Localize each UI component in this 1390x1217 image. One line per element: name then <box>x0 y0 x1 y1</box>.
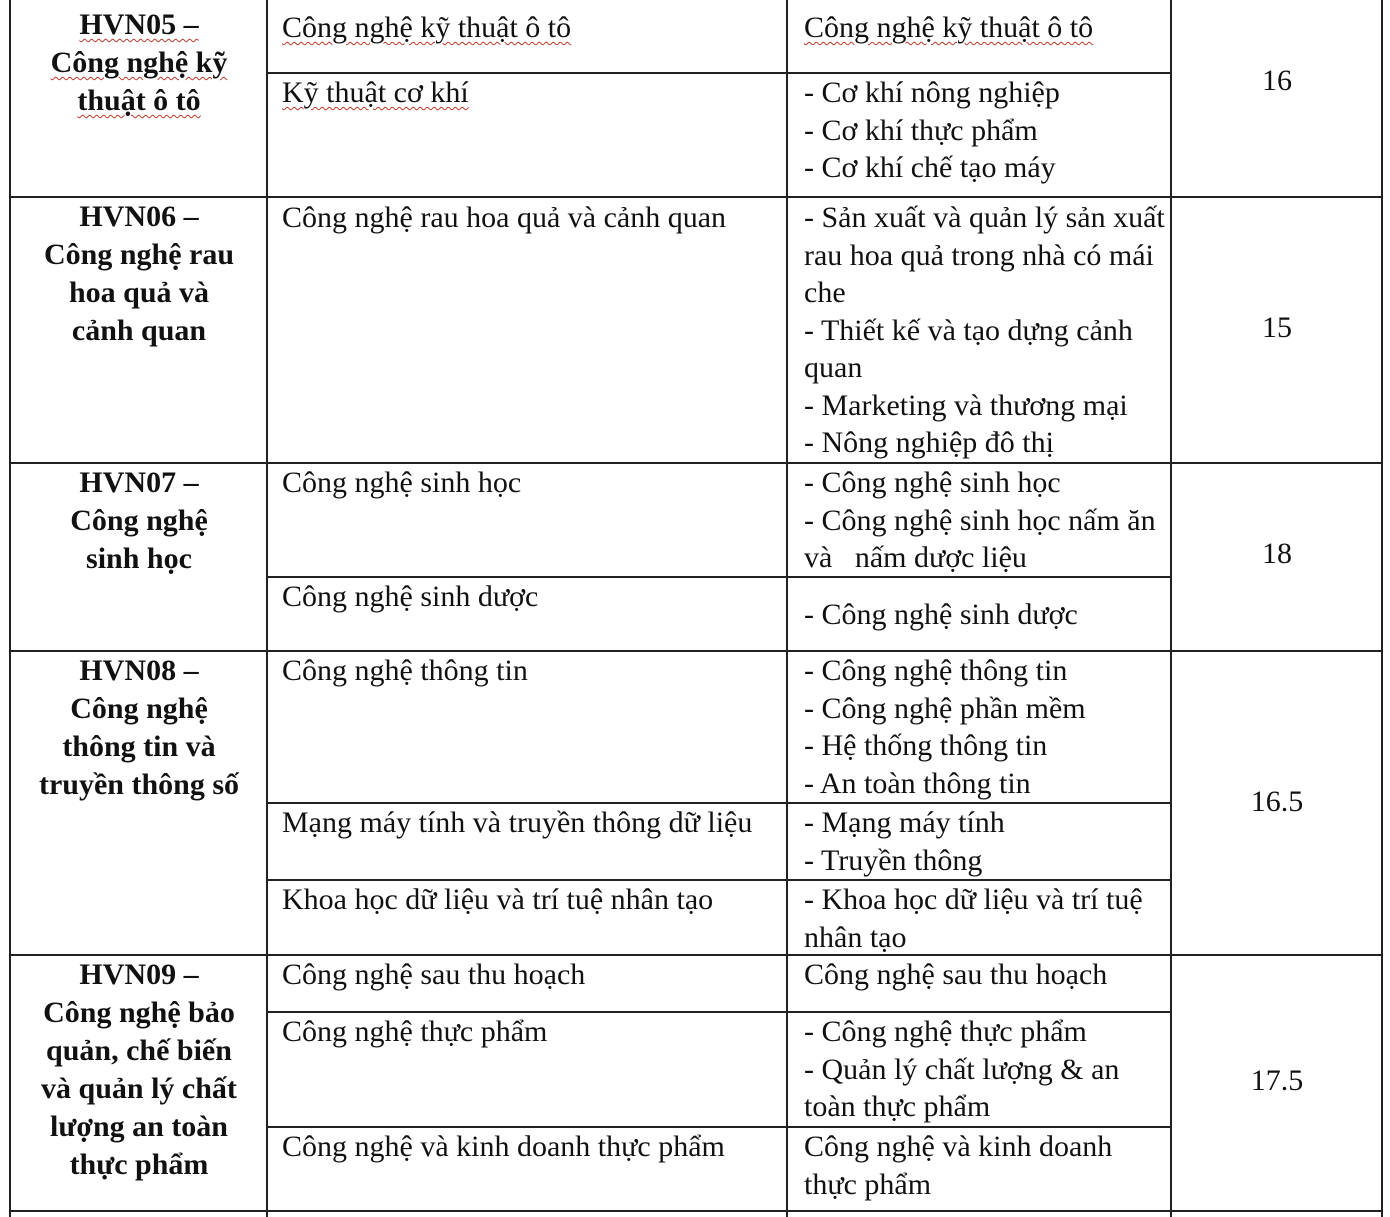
group-code: HVN08 – <box>79 654 199 687</box>
cutoff-score: 18 <box>1262 537 1292 570</box>
group-name: Công nghệ sinh học <box>70 504 208 575</box>
specialization-list <box>804 804 1166 879</box>
specialization: - Khoa học dữ liệu và trí tuệ nhân tạo <box>804 883 1143 954</box>
specialization-list <box>804 199 1166 462</box>
specialization: - Truyền thông <box>804 843 983 877</box>
cutoff-score: 16.5 <box>1250 785 1304 818</box>
major-name: Công nghệ rau hoa quả và cảnh quan <box>282 201 727 234</box>
specialization: - Công nghệ thông tin <box>804 654 1068 687</box>
group-code: HVN07 – <box>79 466 199 499</box>
group-name: Công nghệ bảo quản, chế biến và quản lý chất lượng an toàn thực phẩm <box>41 996 237 1181</box>
specialization: Công nghệ kỹ thuật ô tô <box>804 11 1094 44</box>
specialization: - Công nghệ sinh học <box>804 466 1061 499</box>
specialization-list <box>804 1013 1166 1126</box>
specialization: - Công nghệ sinh học nấm ăn và nấm dược liệu <box>804 503 1164 574</box>
specialization: - Marketing và thương mại <box>804 388 1128 422</box>
major-name: Công nghệ sinh học <box>282 466 522 499</box>
specialization: - Quản lý chất lượng & an toàn thực phẩm <box>804 1052 1120 1123</box>
major-name: Công nghệ kỹ thuật ô tô <box>282 11 572 44</box>
group-code: HVN05 – <box>79 8 199 41</box>
table-border-right <box>1381 0 1383 1217</box>
group-name: Công nghệ rau hoa quả và cảnh quan <box>43 238 235 347</box>
major-name: Công nghệ sinh dược <box>282 580 539 613</box>
specialization: - An toàn thông tin <box>804 766 1031 800</box>
column-divider-2 <box>786 0 788 1217</box>
cutoff-score: 15 <box>1262 311 1292 344</box>
specialization: - Công nghệ phần mềm <box>804 691 1086 725</box>
major-name: Công nghệ thông tin <box>282 654 528 687</box>
specialization: - Nông nghiệp đô thị <box>804 426 1054 459</box>
cutoff-score: 16 <box>1262 64 1292 97</box>
specialization: - Cơ khí nông nghiệp <box>804 76 1060 109</box>
specialization-list <box>804 652 1166 802</box>
cutoff-score: 17.5 <box>1250 1064 1304 1097</box>
group-name: Công nghệ kỹ thuật ô tô <box>50 46 228 117</box>
major-name: Công nghệ sau thu hoạch <box>282 958 586 991</box>
group-code: HVN06 – <box>79 200 199 233</box>
table-border-left <box>9 0 11 1217</box>
major-name: Mạng máy tính và truyền thông dữ liệu <box>282 806 753 839</box>
specialization: - Cơ khí thực phẩm <box>804 113 1038 147</box>
specialization: - Sản xuất và quản lý sản xuất rau hoa quả trong nhà có mái che <box>804 201 1165 309</box>
specialization: - Cơ khí chế tạo máy <box>804 151 1056 184</box>
column-divider-1 <box>266 0 268 1217</box>
specialization: Công nghệ sau thu hoạch <box>804 958 1108 991</box>
specialization: - Hệ thống thông tin <box>804 729 1048 762</box>
major-name: Công nghệ và kinh doanh thực phẩm <box>282 1130 725 1163</box>
specialization: - Công nghệ sinh dược <box>804 598 1078 631</box>
specialization: - Mạng máy tính <box>804 806 1005 839</box>
specialization-list <box>804 74 1166 187</box>
specialization: Công nghệ và kinh doanh thực phẩm <box>804 1130 1113 1201</box>
major-name: Kỹ thuật cơ khí <box>282 76 469 109</box>
column-divider-3 <box>1170 0 1172 1217</box>
specialization: - Công nghệ thực phẩm <box>804 1015 1087 1048</box>
specialization-list <box>804 464 1166 577</box>
major-name: Khoa học dữ liệu và trí tuệ nhân tạo <box>282 883 714 916</box>
group-code: HVN09 – <box>79 958 199 991</box>
major-name: Công nghệ thực phẩm <box>282 1015 548 1048</box>
specialization: - Thiết kế và tạo dựng cảnh quan <box>804 313 1133 384</box>
row-separator <box>9 1210 1383 1212</box>
group-name: Công nghệ thông tin và truyền thông số <box>38 692 240 801</box>
